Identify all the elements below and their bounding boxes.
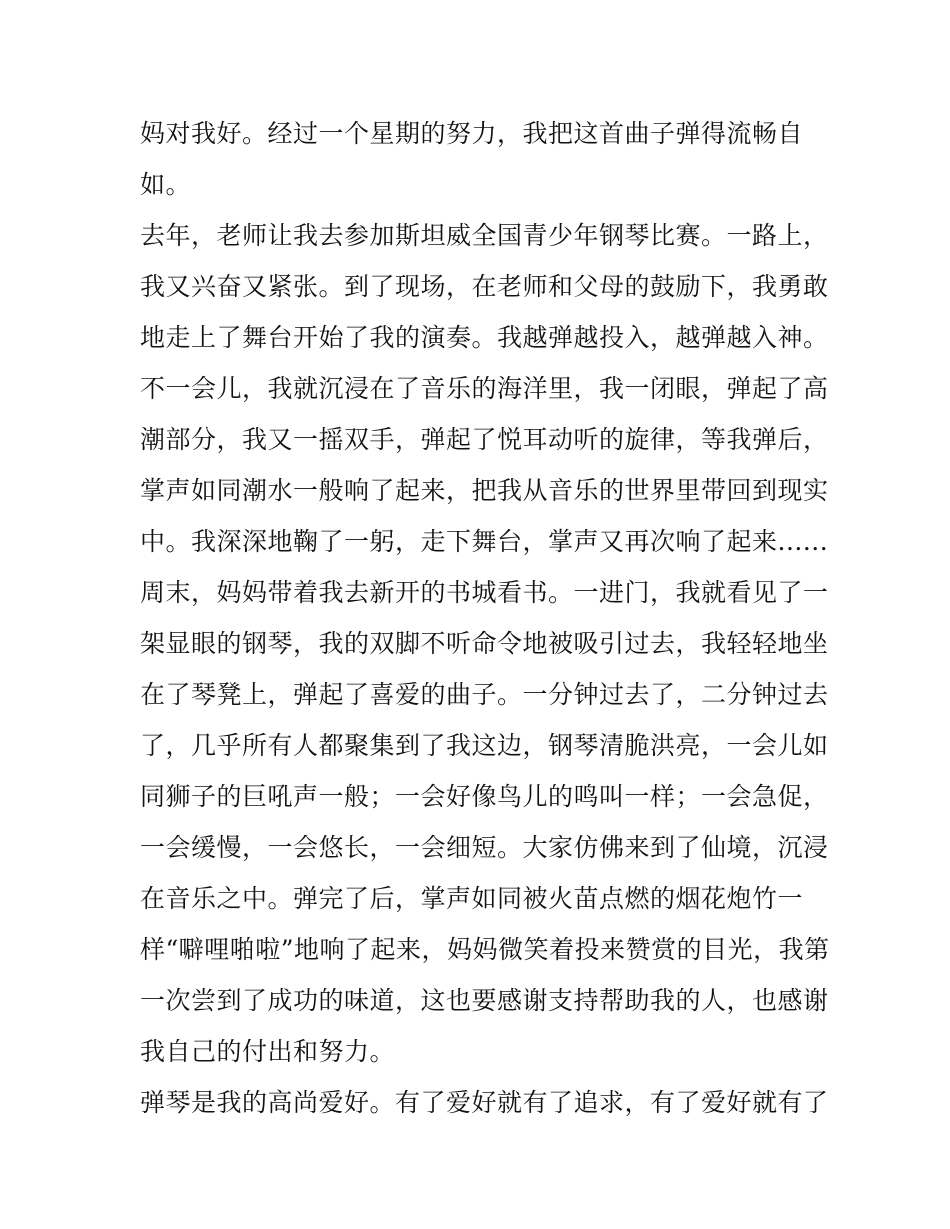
text-line: 在了琴凳上，弹起了喜爱的曲子。一分钟过去了，二分钟过去 [140, 680, 829, 709]
text-line: 去年，老师让我去参加斯坦威全国青少年钢琴比赛。一路上， [140, 221, 829, 250]
text-line: 不一会儿，我就沉浸在了音乐的海洋里，我一闭眼，弹起了高 [140, 374, 829, 403]
text-line: 样“噼哩啪啦”地响了起来，妈妈微笑着投来赞赏的目光，我第 [140, 935, 830, 964]
text-line: 一次尝到了成功的味道，这也要感谢支持帮助我的人，也感谢 [140, 986, 829, 1015]
text-line: 潮部分，我又一摇双手，弹起了悦耳动听的旋律，等我弹后， [140, 425, 829, 454]
document-body [140, 108, 830, 1128]
text-line: 同狮子的巨吼声一般；一会好像鸟儿的鸣叫一样；一会急促， [140, 782, 829, 811]
text-line: 地走上了舞台开始了我的演奏。我越弹越投入，越弹越入神。 [140, 323, 829, 352]
text-line: 一会缓慢，一会悠长，一会细短。大家仿佛来到了仙境，沉浸 [140, 833, 829, 862]
text-line: 中。我深深地鞠了一躬，走下舞台，掌声又再次响了起来...... [140, 527, 829, 556]
text-line: 掌声如同潮水一般响了起来，把我从音乐的世界里带回到现实 [140, 476, 829, 505]
text-line: 我自己的付出和努力。 [140, 1037, 396, 1066]
text-line: 弹琴是我的高尚爱好。有了爱好就有了追求，有了爱好就有了 [140, 1088, 829, 1117]
text-line: 了，几乎所有人都聚集到了我这边，钢琴清脆洪亮，一会儿如 [140, 731, 829, 760]
text-line: 架显眼的钢琴，我的双脚不听命令地被吸引过去，我轻轻地坐 [140, 629, 829, 658]
text-line: 妈对我好。经过一个星期的努力，我把这首曲子弹得流畅自 [140, 119, 804, 148]
text-line: 在音乐之中。弹完了后，掌声如同被火苗点燃的烟花炮竹一 [140, 884, 804, 913]
text-line: 如。 [140, 170, 192, 199]
text-line: 周末，妈妈带着我去新开的书城看书。一进门，我就看见了一 [140, 578, 829, 607]
text-line: 我又兴奋又紧张。到了现场，在老师和父母的鼓励下，我勇敢 [140, 272, 829, 301]
